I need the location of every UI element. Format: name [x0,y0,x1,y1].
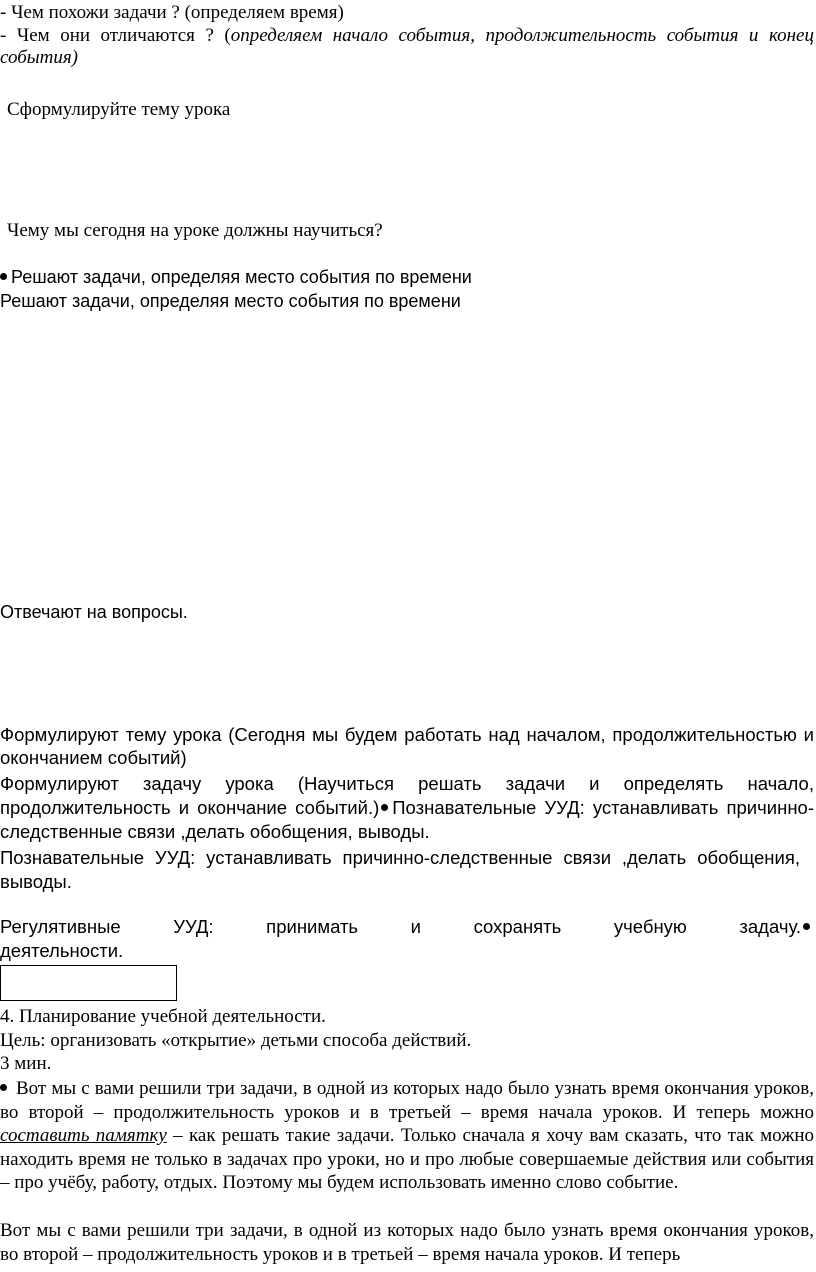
regulative-word: сохранять [473,916,562,937]
bullet-icon [381,804,388,811]
learn-question: Чему мы сегодня на уроке должны научиться? [7,220,383,241]
solve-bullet-text: Решают задачи, определяя место события по времени [11,267,472,287]
empty-table-cell [0,965,177,1001]
question-different [0,25,814,69]
bullet-icon [0,1084,7,1091]
paragraph-repeat: Вот мы с вами решили три задачи, в одной из которых надо было узнать время окончания уроков, во второй – продолжительность уроков и в третьей – время начала уроков. И теперь [0,1220,814,1265]
regulative-word: принимать [266,916,359,937]
regulative-word: учебную [613,916,687,937]
cognitive-uud: Познавательные УУД: устанавливать причинно-следственные связи ,делать обобщения, выводы. [0,847,800,892]
regulative-uud-line [0,916,814,938]
planning-heading: 4. Планирование учебной деятельности. [0,1006,326,1027]
regulative-word: задачу. [739,916,801,937]
question-different-prefix: - Чем они отличаются ? ( [0,25,231,46]
lesson-goal: Цель: организовать «открытие» детьми способа действий. [0,1030,472,1051]
solve-bullet-line [0,266,472,288]
topic-formulate: Формулируют тему урока (Сегодня мы будем работать над началом, продолжительностью и окончанием событий) [0,724,814,768]
regulative-word: Регулятивные [0,916,121,937]
task-formulate [0,772,814,844]
question-different-italic: определяем начало события, продолжительность события и конец события) [0,25,814,68]
paragraph-memo-a: Вот мы с вами решили три задачи, в одной из которых надо было узнать время окончания уроков, во второй – продолжительность уроков и в третьей – время начала уроков. И теперь можно [0,1078,814,1123]
paragraph-memo-b: – как решать такие задачи. Только сначала я хочу вам сказать, что так можно находить время не только в задачах про уроки, но и про любые совершаемые действия или события – про учёбу, работу, отдых. Поэтому мы будем использовать именно слово событие. [0,1125,815,1193]
solve-plain-line: Решают задачи, определяя место события по времени [0,291,461,311]
regulative-word-last [739,916,814,938]
regulative-word: и [410,916,421,937]
paragraph-memo [0,1077,814,1195]
duration: 3 мин. [0,1053,52,1074]
question-similar: - Чем похожи задачи ? (определяем время) [0,2,344,23]
bullet-icon [0,273,7,280]
answer-questions: Отвечают на вопросы. [0,602,188,622]
formulate-topic-prompt: Сформулируйте тему урока [7,99,231,120]
bullet-icon [803,923,810,930]
regulative-word: УУД: [173,916,214,937]
task-formulate-a: Формулируют задачу урока (Научиться решать задачи и определять начало, продолжительность и окончание событий.) [0,773,814,818]
regulative-tail: деятельности. [0,940,124,961]
task-formulate-b: Познавательные УУД: устанавливать причинно-следственные связи ,делать обобщения, выводы. [0,797,814,842]
memo-link[interactable]: составить памятку [0,1125,167,1146]
